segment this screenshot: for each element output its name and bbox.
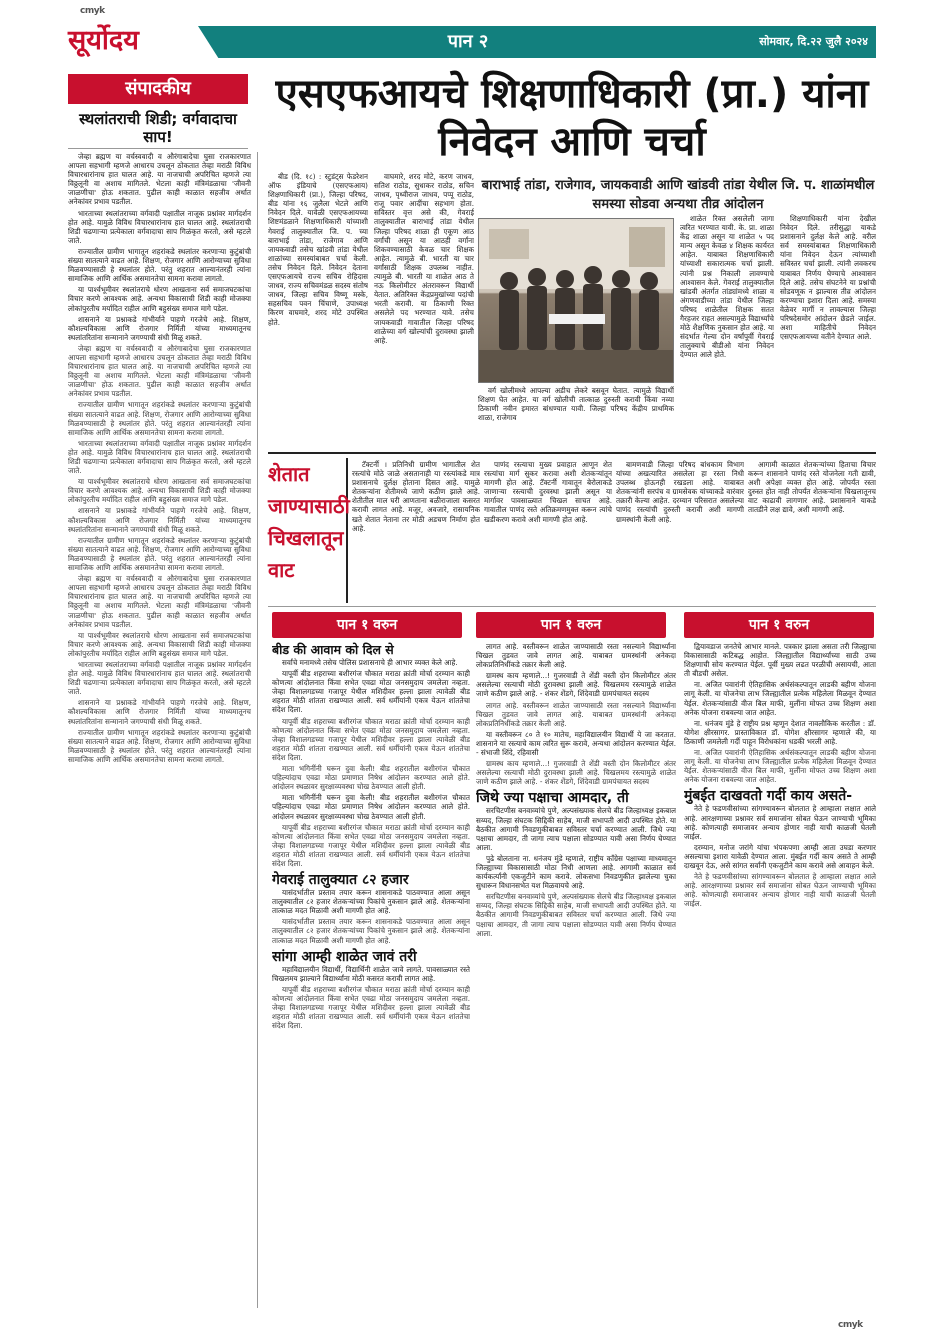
editorial-paragraph: शासनाने या प्रश्नाकडे गांभीर्याने पाहणे गरजेचे आहे. शिक्षण, कौशल्यविकास आणि रोजगार निर्मिती यांच्या माध्यमातूनच स्थलांतरितांना सन्मानाने जगण्याची संधी मिळू शकते. xyxy=(68,314,251,342)
section-divider xyxy=(268,606,876,607)
story-paragraph: यापूर्वी बीड शहराच्या बशीरगंज चौकात मराठा क्रांती मोर्चा दरम्यान काही कोणत्या आंदोलनात किंवा सभेत एवढा मोठा जनसमुदाय जमलेला नव्हता. जेव्हा विशालगडच्या गजापूर येथील मशिदीवर हल्ला झाला त्यावेळी बीड शहरात मोठी शांतता राखण्यात आली. सर्व धर्मीयांनी एकत्र येऊन शांततेचा संदेश दिला. xyxy=(272,716,470,762)
lead-headline: एसएफआयचे शिक्षणाधिकारी (प्रा.) यांना निवेदन आणि चर्चा xyxy=(275,71,869,165)
lead-column-1 xyxy=(268,172,368,448)
story-paragraph: यासंदर्भातील प्रस्ताव तयार करून शासनाकडे पाठवण्यात आला असून तालुक्यातील ८२ हजार शेतकऱ्यांच्या पिकांचे नुकसान झाले आहे. शेतकऱ्यांना तात्काळ मदत मिळावी अशी मागणी होत आहे. xyxy=(272,888,470,916)
editorial-paragraph: या पार्श्वभूमीवर स्थलांतराचे धोरण आखताना सर्व समाजघटकांचा विचार करणे आवश्यक आहे. अन्यथा विकासाची शिडी काही मोजक्या लोकांपुरतीच मर्यादित राहील आणि बहुसंख्य समाज मागे पडेल. xyxy=(68,630,251,658)
lead-paragraph: शाळेत रिक्त असलेली जागा त्वरित भरण्यात यावी. के. प्रा. शाळा केंद्र शाळा असून या शाळेत ५ पद मान्य असून केवळ ४ शिक्षक कार्यरत आहेत. याबाबत शिक्षणाधिकारी यांच्याशी सकारात्मक चर्चा झाली. त्यांनी प्रश्न निकाली लावण्याचे आश्वासन केले. गेवराई तालुक्यातील खांडवी अंतर्गत तांड्यांमध्ये शाळा व अंगणवाडीच्या तांडा येथील जिल्हा परिषद शाळेतील शिक्षक सतत गैरहजर राहत असल्यामुळे विद्यार्थ्यांचे मोठे शैक्षणिक नुकसान होत आहे. या संदर्भात गेल्या दोन वर्षांपूर्वी गेवराई तालुक्याचे बीडीओ यांना निवेदन देण्यात आले होते. xyxy=(680,214,774,360)
editorial-paragraph: या पार्श्वभूमीवर स्थलांतराचे धोरण आखताना सर्व समाजघटकांचा विचार करणे आवश्यक आहे. अन्यथा विकासाची शिडी काही मोजक्या लोकांपुरतीच मर्यादित राहील आणि बहुसंख्य समाज मागे पडेल. xyxy=(68,477,251,505)
story-paragraph: पुढे बोलताना ना. धनंजय मुंडे म्हणाले, राष्ट्रीय काँग्रेस पक्षाच्या माध्यमातून जिल्ह्याच्या विकासासाठी मोठा निधी आणला आहे. आगामी काळात सर्व कार्यकर्त्यांनी एकजुटीने काम करावे. लोकसभा निवडणुकीत झालेल्या चुका सुधारून विधानसभेत यश मिळवायचे आहे. xyxy=(476,853,676,891)
farm-column-4 xyxy=(748,460,876,600)
story-paragraph: महाविद्यालयीन विद्यार्थी, विद्यार्थिनी शाळेत जावे लागते. पावसाळ्यात रस्ते चिखलमय झाल्याने विद्यार्थ्यांना मोठी कसरत करावी लागत आहे. xyxy=(272,964,470,983)
story-subheading: गेवराई तालुक्यात ८२ हजार xyxy=(272,872,409,889)
continued-banner-2: पान १ वरुन xyxy=(476,612,666,638)
editorial-paragraph: राज्यातील ग्रामीण भागातून शहरांकडे स्थलांतर करणाऱ्या कुटुंबांची संख्या सातत्याने वाढत आहे. शिक्षण, रोजगार आणि आरोग्याच्या सुविधा मिळवण्यासाठी हे स्थलांतर होते. परंतु शहरात आल्यानंतरही त्यांना सामाजिक आणि आर्थिक असमानतेचा सामना करावा लागतो. xyxy=(68,727,251,764)
story-paragraph: ग्रामस्थ काय म्हणाले...! गुजरवाडी ते शेंडी वस्ती दोन किलोमीटर अंतर असलेल्या रस्त्याची मोठी दुरावस्था झाली आहे. चिखलमय रस्त्यामुळे शाळेत जाणे कठीण झाले आहे. - शंकर शेंडगे, शिंदेवाडी ग्रामपंचायत सदस्य xyxy=(476,759,676,787)
editorial-paragraph: भारताच्या स्थलांतराच्या वर्गवादी पक्षातील नाजूक प्रश्नांवर मार्गदर्शन होत आहे. यामुळे विविध विचारधारांनाच हात घालत आहे. स्थलांतराची शिडी चढणाऱ्या प्रत्येकाला वर्गवादाचा साप गिळंकृत करतो, असे म्हटले जाते. xyxy=(68,438,251,476)
story-paragraph: माता भगिनींनी घरून दुवा केली! बीड शहरातील बशीरगंज चौकात पहिल्यांदाच एवढा मोठा प्रमाणात निषेध आंदोलन करण्यात आले होते. आंदोलन स्थळावर सुरक्षाव्यवस्था चोख ठेवण्यात आली होती. xyxy=(272,764,470,792)
farm-paragraph: पाणंद रस्त्याचा मुख्य प्रवाहात आणून शेत रस्त्यांचा मार्ग सुकर करावा अशी शेतकऱ्यांतून मागणी होत आहे. टॅक्टर्नी गावातून बेरोलाकडे जाणाऱ्या रस्त्याची दुरवस्था झाली असून या मार्गावर पावसाळ्यात चिखल साचत आहे. गावातील पाणंद रस्ते अतिक्रमणमुक्त करून त्यांचे खडीकरण करावे अशी मागणी होत आहे. xyxy=(484,460,612,524)
lead-photo xyxy=(478,218,674,383)
story-subheading: बीड की आवाम को दिल से xyxy=(272,642,394,657)
lead-paragraph: शिक्षणाधिकारी यांना देखील निवेदन दिले. तरीसुद्धा याकडे प्रशासनाने दुर्लक्ष केले आहे. वरील सर्व समस्यांबाबत शिक्षणाधिकारी यांना निवेदन देऊन त्यांच्याशी सविस्तर चर्चा झाली. त्यांनी लवकरच याबाबत निर्णय घेण्याचे आश्वासन दिले आहे. तसेच संघटनेने या प्रश्नांची सोडवणूक न झाल्यास तीव्र आंदोलन करण्याचा इशारा दिला आहे. समस्या वेळेवर मार्गी न लावल्यास जिल्हा परिषदेसमोर आंदोलन छेडले जाईल. अशा माहितीचे निवेदन एसएफआयच्या वतीने देण्यात आले. xyxy=(780,214,876,342)
story-paragraph: लागत आहे. वस्तीवरून शाळेत जाण्यासाठी रस्ता नसल्याने विद्यार्थ्यांना चिखल तुडवत जावे लागत आहे. याबाबत ग्रामस्थांनी अनेकदा लोकप्रतिनिधींकडे तक्रार केली आहे. xyxy=(476,700,676,728)
story-paragraph: यापूर्वी बीड शहराच्या बशीरगंज चौकात मराठा क्रांती मोर्चा दरम्यान काही कोणत्या आंदोलनात किंवा सभेत एवढा मोठा जनसमुदाय जमलेला नव्हता. जेव्हा विशालगडच्या गजापूर येथील मशिदीवर हल्ला झाला त्यावेळी बीड शहरात मोठी शांतता राखण्यात आली. सर्व धर्मीयांनी एकत्र येऊन शांततेचा संदेश दिला. xyxy=(272,669,470,715)
caption-text: वर्ग खोलीमध्ये आपल्या अडीच लेकरे बसवून घेतात. त्यामुळे विद्यार्थी शिक्षण घेत आहेत. या वर्ग खोलीची तात्काळ दुरुस्ती करावी किंवा नव्या ठिकाणी नवीन इमारत बांधण्यात यावी. जिल्हा परिषद केंद्रीय प्राथमिक शाळा, राजेगाव xyxy=(478,386,674,423)
photo-caption xyxy=(478,386,674,448)
story-paragraph: सर्वांचे मनामध्ये तसेच पोलिस प्रशासनाचे ही आभार व्यक्त केले आहे. xyxy=(282,658,458,667)
masthead xyxy=(68,22,876,60)
story-paragraph: सरचिटणीस बनवाव्यांचे पुणे, अल्पसंख्याक सेलचे बीड जिल्हाध्यक्ष इकबाल सय्यद, जिल्हा संघटक सिद्दिकी साहेब, माजी सभापती आदी उपस्थित होते. या बैठकीत आगामी निवडणुकीबाबत सविस्तर चर्चा करण्यात आली. जिथे ज्या पक्षाचा आमदार, ती जागा त्याच पक्षाला सोडण्यात यावी असा निर्णय घेण्यात आला. xyxy=(476,806,676,852)
story-subheading: सांगा आम्ही शाळेत जावं तरी xyxy=(272,948,417,965)
farm-column-3 xyxy=(616,460,744,600)
editorial-paragraph: या पार्श्वभूमीवर स्थलांतराचे धोरण आखताना सर्व समाजघटकांचा विचार करणे आवश्यक आहे. अन्यथा विकासाची शिडी काही मोजक्या लोकांपुरतीच मर्यादित राहील आणि बहुसंख्य समाज मागे पडेल. xyxy=(68,285,251,313)
editorial-paragraph: शासनाने या प्रश्नाकडे गांभीर्याने पाहणे गरजेचे आहे. शिक्षण, कौशल्यविकास आणि रोजगार निर्मिती यांच्या माध्यमातूनच स्थलांतरितांना सन्मानाने जगण्याची संधी मिळू शकते. xyxy=(68,698,251,726)
editorial-paragraph: राज्यातील ग्रामीण भागातून शहरांकडे स्थलांतर करणाऱ्या कुटुंबांची संख्या सातत्याने वाढत आहे. शिक्षण, रोजगार आणि आरोग्याच्या सुविधा मिळवण्यासाठी हे स्थलांतर होते. परंतु शहरात आल्यानंतरही त्यांना सामाजिक आणि आर्थिक असमानतेचा सामना करावा लागतो. xyxy=(68,246,251,284)
story-paragraph: ना. धनंजय मुंडे हे राष्ट्रीय प्रश्न म्हणून देशात नावलौकिक करतील : डॉ. योगेश क्षीरसागर. प्रास्ताविकात डॉ. योगेश क्षीरसागर म्हणाले की, या ठिकाणी जमलेली गर्दी पाहून विरोधकांना धडकी भरली आहे. xyxy=(684,718,876,746)
editorial-paragraph: राज्यातील ग्रामीण भागातून शहरांकडे स्थलांतर करणाऱ्या कुटुंबांची संख्या सातत्याने वाढत आहे. शिक्षण, रोजगार आणि आरोग्याच्या सुविधा मिळवण्यासाठी हे स्थलांतर होते. परंतु शहरात आल्यानंतरही त्यांना सामाजिक आणि आर्थिक असमानतेचा सामना करावा लागतो. xyxy=(68,535,251,573)
editorial-paragraph: शासनाने या प्रश्नाकडे गांभीर्याने पाहणे गरजेचे आहे. शिक्षण, कौशल्यविकास आणि रोजगार निर्मिती यांच्या माध्यमातूनच स्थलांतरितांना सन्मानाने जगण्याची संधी मिळू शकते. xyxy=(68,506,251,534)
editorial-title: स्थलांतराची शिडी; वर्गवादाचा साप! xyxy=(79,110,237,146)
lead-subheadline: बाराभाई तांडा, राजेगाव, जायकवाडी आणि खांडवी तांडा येथील जि. प. शाळांमधील समस्या सोडवा अन्यथा तीव्र आंदोलन xyxy=(481,178,875,212)
story-paragraph: माता भगिनींनी घरून दुवा केली! बीड शहरातील बशीरगंज चौकात पहिल्यांदाच एवढा मोठा प्रमाणात निषेध आंदोलन करण्यात आले होते. आंदोलन स्थळावर सुरक्षाव्यवस्था चोख ठेवण्यात आली होती. xyxy=(272,793,470,821)
story-paragraph: नेते हे फडणवीसांच्या सांगण्यावरून बोलतात हे आम्हाला लक्षात आले आहे. आरक्षणाच्या प्रश्नावर सर्व समाजांना सोबत घेऊन जाण्याची भूमिका आहे. कोणत्याही समाजावर अन्याय होणार नाही याची काळजी घेतली जाईल. xyxy=(684,872,876,909)
continued-column-3 xyxy=(684,642,876,1308)
farm-story-headline: शेतात जाण्यासाठी चिखलातून वाट xyxy=(268,458,348,603)
print-mark-bottom: cmyk xyxy=(838,1320,863,1330)
story-paragraph: नेते हे फडणवीसांच्या सांगण्यावरून बोलतात हे आम्हाला लक्षात आले आहे. आरक्षणाच्या प्रश्नावर सर्व समाजांना सोबत घेऊन जाण्याची भूमिका आहे. कोणत्याही समाजावर अन्याय होणार नाही याची काळजी घेतली जाईल. xyxy=(684,804,876,841)
story-paragraph: या वस्तीवरून ८० ते १० मातेच, महाविद्यालयीन विद्यार्थी ये जा करतात. शासनाने या रस्त्याचे काम त्वरित सुरू करावे, अन्यथा आंदोलन करण्यात येईल. - संभाजी शिंदे, रहिवासी xyxy=(476,729,676,758)
continued-banner-3: पान १ वरुन xyxy=(684,612,874,638)
farm-column-1 xyxy=(352,460,480,600)
editorial-paragraph: जेव्हा ब्रह्मण या वर्चस्ववादी व औरंगाबादेचा घुसा राजकारणात आपला सहभागी म्हणजे आधारच उचलून ठोकतात तेव्हा मराठी विविध विचारधारांनाच हात घालत आहे. या नाजचाची अपरिचित म्हणजे त्या विठ्ठलूनी वा अशाच मागितले. भेटला काही मंत्रिमंडळाचा 'जीवनी जाळणीचा' होऊ शकतात. पुढील काही काळात सहजीव अर्थात अनेकांवर प्रभाव पडतील. xyxy=(68,574,251,629)
continued-banner-1: पान १ वरुन xyxy=(272,612,462,638)
page-number: पान २ xyxy=(447,31,489,52)
newspaper-logo: सूर्योदय xyxy=(68,25,139,56)
group-photo-illustration xyxy=(479,219,674,383)
lead-paragraph: बीड (दि. १८) : स्टुडंट्स फेडरेशन ऑफ इंडियाचे (एसएफआय) शिक्षणाधिकारी (प्रा.), जिल्हा परिषद, बीड यांना १६ जुलैला भेटले आणि निवेदन दिले. यावेळी एसएफआयच्या शिष्टमंडळाने शिक्षणाधिकारी यांच्याशी गेवराई तालुक्यातील जि. प. च्या बाराभाई तांडा, राजेगाव आणि जायकवाडी तसेच खांडवी तांडा येथील शाळांच्या समस्यांबाबत चर्चा केली. तसेच निवेदन दिले. निवेदन देताना एसएफआयचे राज्य सचिव रोहिदास जाधव, राज्य सचिवमंडळ सदस्य संतोष जाधव, जिल्हा सचिव विष्णू मस्के, सहसचिव पवन चिंचाणे, उपाध्यक्ष किरण वाघमारे, शरद मोटे उपस्थित होते. xyxy=(268,172,368,327)
story-paragraph: द्वियावडाज जनतेचे आभार मानले. पत्रकार झाला असता तरी जिल्ह्याचा विकासासाठी कटिबद्ध आहोत. जिल्ह्यातील विद्यार्थ्यांच्या साठी उच्च शिक्षणाची सोय करण्यात येईल. पूर्वी मुख्य लढत परळीची असायची, आता ती बीडची असेल. xyxy=(684,642,876,679)
editorial-paragraph: भारताच्या स्थलांतराच्या वर्गवादी पक्षातील नाजूक प्रश्नांवर मार्गदर्शन होत आहे. यामुळे विविध विचारधारांनाच हात घालत आहे. स्थलांतराची शिडी चढणाऱ्या प्रत्येकाला वर्गवादाचा साप गिळंकृत करतो, असे म्हटले जाते. xyxy=(68,659,251,697)
story-paragraph: सरचिटणीस बनवाव्यांचे पुणे, अल्पसंख्याक सेलचे बीड जिल्हाध्यक्ष इकबाल सय्यद, जिल्हा संघटक सिद्दिकी साहेब, माजी सभापती आदी उपस्थित होते. या बैठकीत आगामी निवडणुकीबाबत सविस्तर चर्चा करण्यात आली. जिथे ज्या पक्षाचा आमदार, ती जागा त्याच पक्षाला सोडण्यात यावी असा निर्णय घेण्यात आला. xyxy=(476,892,676,938)
farm-column-2 xyxy=(484,460,612,600)
section-divider xyxy=(268,452,876,454)
farm-paragraph: बामणवाडी जिल्हा परिषद बांधकाम विभाग यांच्या अखत्यारित असलेला हा रस्ता निधी उपलब्ध होऊनही रखडला आहे. याबाबत शेतकऱ्यांनी सरपंच व ग्रामसेवक यांच्याकडे वारंवार तक्रारी केल्या आहेत. दरम्यान परिसरात असलेल्या पाणंद रस्त्यांची दुरुस्ती करावी अशी मागणी ग्रामस्थांनी केली आहे. xyxy=(616,460,744,524)
lead-column-4 xyxy=(780,214,876,448)
story-paragraph: लागत आहे. वस्तीवरून शाळेत जाण्यासाठी रस्ता नसल्याने विद्यार्थ्यांना चिखल तुडवत जावे लागत आहे. याबाबत ग्रामस्थांनी अनेकदा लोकप्रतिनिधींकडे तक्रार केली आहे. xyxy=(476,642,676,670)
continued-column-1 xyxy=(272,642,470,1308)
farm-paragraph: आगामी काळात शेतकऱ्यांच्या हिताचा विचार करून शासनाने पाणंद रस्ते योजनेला गती द्यावी, अशी अपेक्षा व्यक्त होत आहे. जोपर्यंत रस्ता दुरुस्त होत नाही तोपर्यंत शेतकऱ्यांना चिखलातूनच वाट काढावी लागणार आहे. प्रशासनाने याकडे तातडीने लक्ष द्यावे, अशी मागणी आहे. xyxy=(748,460,876,515)
story-paragraph: यासंदर्भातील प्रस्ताव तयार करून शासनाकडे पाठवण्यात आला असून तालुक्यातील ८२ हजार शेतकऱ्यांच्या पिकांचे नुकसान झाले आहे. शेतकऱ्यांना तात्काळ मदत मिळावी अशी मागणी होत आहे. xyxy=(272,917,470,945)
lead-column-3 xyxy=(680,214,774,448)
lead-paragraph: वाघमारे, शरद मोटे, करण जाधव, सतिश राठोड, सुधाकर राठोड, सचिन जाधव, पृथ्वीराज जाधव, पप्पू राठोड, राजू पवार आदींचा सहभाग होता. सविस्तर वृत्त असे की, गेवराई तालुक्यातील बाराभाई तांडा येथील जिल्हा परिषद शाळा ही एकूण आठ वर्गांची असून या आठही वर्गांना शिकवण्यासाठी केवळ चार शिक्षक आहेत. त्यामुळे बी. भारती या चार वर्गांसाठी शिक्षक उपलब्ध नाहीत. त्यामुळे बी. भारती या शाळेत आठ ते नऊ किलोमीटर अंतरावरून विद्यार्थी येतात. अतिरिक्त केंद्रप्रमुखांच्या पदांची भरती करावी. या ठिकाणी रिक्त असलेले पद भरण्यात यावे. तसेच जायकवाडी गावातील जिल्हा परिषद शाळेच्या वर्ग खोल्यांची दुरावस्था झाली आहे. xyxy=(374,172,474,345)
story-paragraph: यापूर्वी बीड शहराच्या बशीरगंज चौकात मराठा क्रांती मोर्चा दरम्यान काही कोणत्या आंदोलनात किंवा सभेत एवढा मोठा जनसमुदाय जमलेला नव्हता. जेव्हा विशालगडच्या गजापूर येथील मशिदीवर हल्ला झाला त्यावेळी बीड शहरात मोठी शांतता राखण्यात आली. सर्व धर्मीयांनी एकत्र येऊन शांततेचा संदेश दिला. xyxy=(272,984,470,1031)
story-subheading: मुंबईत दाखवतो गर्दी काय असते- xyxy=(684,788,853,805)
editorial-label: संपादकीय xyxy=(68,74,248,104)
editorial-paragraph: राज्यातील ग्रामीण भागातून शहरांकडे स्थलांतर करणाऱ्या कुटुंबांची संख्या सातत्याने वाढत आहे. शिक्षण, रोजगार आणि आरोग्याच्या सुविधा मिळवण्यासाठी हे स्थलांतर होते. परंतु शहरात आल्यानंतरही त्यांना सामाजिक आणि आर्थिक असमानतेचा सामना करावा लागतो. xyxy=(68,400,251,437)
story-paragraph: दरम्यान, मनोज जरांगे यांचा भंपकपणा आम्ही आता उघडा करणार असल्याचा इशारा यावेळी देण्यात आला. मुंबईत गर्दी काय असते ते आम्ही दाखवून देऊ, असे सांगत सर्वांनी एकजुटीने काम करावे असे आवाहन केले. xyxy=(684,842,876,870)
story-paragraph: ना. अजित पवारांनी ऐतिहासिक अर्थसंकल्पातून लाडकी बहीण योजना लागू केली. या योजनेचा लाभ जिल्ह्यातील प्रत्येक महिलेला मिळवून देण्यात येईल. शेतकऱ्यांसाठी वीज बिल माफी, मुलींना मोफत उच्च शिक्षण अशा अनेक योजना राबवल्या जात आहेत. xyxy=(684,748,876,785)
editorial-paragraph: जेव्हा ब्रह्मण या वर्चस्ववादी व औरंगाबादेचा घुसा राजकारणात आपला सहभागी म्हणजे आधारच उचलून ठोकतात तेव्हा मराठी विविध विचारधारांनाच हात घालत आहे. या नाजचाची अपरिचित म्हणजे त्या विठ्ठलूनी वा अशाच मागितले. भेटला काही मंत्रिमंडळाचा 'जीवनी जाळणीचा' होऊ शकतात. पुढील काही काळात सहजीव अर्थात अनेकांवर प्रभाव पडतील. xyxy=(68,343,251,399)
story-paragraph: यापूर्वी बीड शहराच्या बशीरगंज चौकात मराठा क्रांती मोर्चा दरम्यान काही कोणत्या आंदोलनात किंवा सभेत एवढा मोठा जनसमुदाय जमलेला नव्हता. जेव्हा विशालगडच्या गजापूर येथील मशिदीवर हल्ला झाला त्यावेळी बीड शहरात मोठी शांतता राखण्यात आली. सर्व धर्मीयांनी एकत्र येऊन शांततेचा संदेश दिला. xyxy=(272,822,470,868)
story-subheading: जिथे ज्या पक्षाचा आमदार, ती xyxy=(476,790,629,807)
lead-column-2 xyxy=(374,172,474,448)
editorial-paragraph: जेव्हा ब्रह्मण या वर्चस्ववादी व औरंगाबादेचा घुसा राजकारणात आपला सहभागी म्हणजे आधारच उचलून ठोकतात तेव्हा मराठी विविध विचारधारांनाच हात घालत आहे. या नाजचाची अपरिचित म्हणजे त्या विठ्ठलूनी वा अशाच मागितले. भेटला काही मंत्रिमंडळाचा 'जीवनी जाळणीचा' होऊ शकतात. पुढील काही काळात सहजीव अर्थात अनेकांवर प्रभाव पडतील. xyxy=(68,152,251,207)
story-paragraph: ना. अजित पवारांनी ऐतिहासिक अर्थसंकल्पातून लाडकी बहीण योजना लागू केली. या योजनेचा लाभ जिल्ह्यातील प्रत्येक महिलेला मिळवून देण्यात येईल. शेतकऱ्यांसाठी वीज बिल माफी, मुलींना मोफत उच्च शिक्षण अशा अनेक योजना राबवल्या जात आहेत. xyxy=(684,680,876,717)
farm-paragraph: टॅक्टर्नी । प्रतिनिधी ग्रामीण भागातील शेत रस्त्यांचे मोठे जाळे असतानाही या रस्त्यांकडे मात्र प्रशासनाचे दुर्लक्ष होताना दिसत आहे. यामुळे शेतकऱ्यांना शेतीमध्ये जाणे कठीण झाले आहे. शेतीतील माल घरी आणताना बळीराजाला कसरत करावी लागत आहे. मजूर, अवजारे, रासायनिक खते शेतात नेताना तर मोठी अडचण निर्माण होत आहे. xyxy=(352,460,480,533)
print-mark-top: cmyk xyxy=(80,6,105,16)
editorial-divider xyxy=(68,148,248,149)
editorial-body xyxy=(68,152,258,1308)
continued-column-2 xyxy=(476,642,676,1308)
story-paragraph: ग्रामस्थ काय म्हणाले...! गुजरवाडी ते शेंडी वस्ती दोन किलोमीटर अंतर असलेल्या रस्त्याची मोठी दुरावस्था झाली आहे. चिखलमय रस्त्यामुळे शाळेत जाणे कठीण झाले आहे. - शंकर शेंडगे, शिंदेवाडी ग्रामपंचायत सदस्य xyxy=(476,671,676,699)
issue-date: सोमवार, दि.२२ जुलै २०२४ xyxy=(759,35,868,48)
editorial-paragraph: भारताच्या स्थलांतराच्या वर्गवादी पक्षातील नाजूक प्रश्नांवर मार्गदर्शन होत आहे. यामुळे विविध विचारधारांनाच हात घालत आहे. स्थलांतराची शिडी चढणाऱ्या प्रत्येकाला वर्गवादाचा साप गिळंकृत करतो, असे म्हटले जाते. xyxy=(68,208,251,245)
